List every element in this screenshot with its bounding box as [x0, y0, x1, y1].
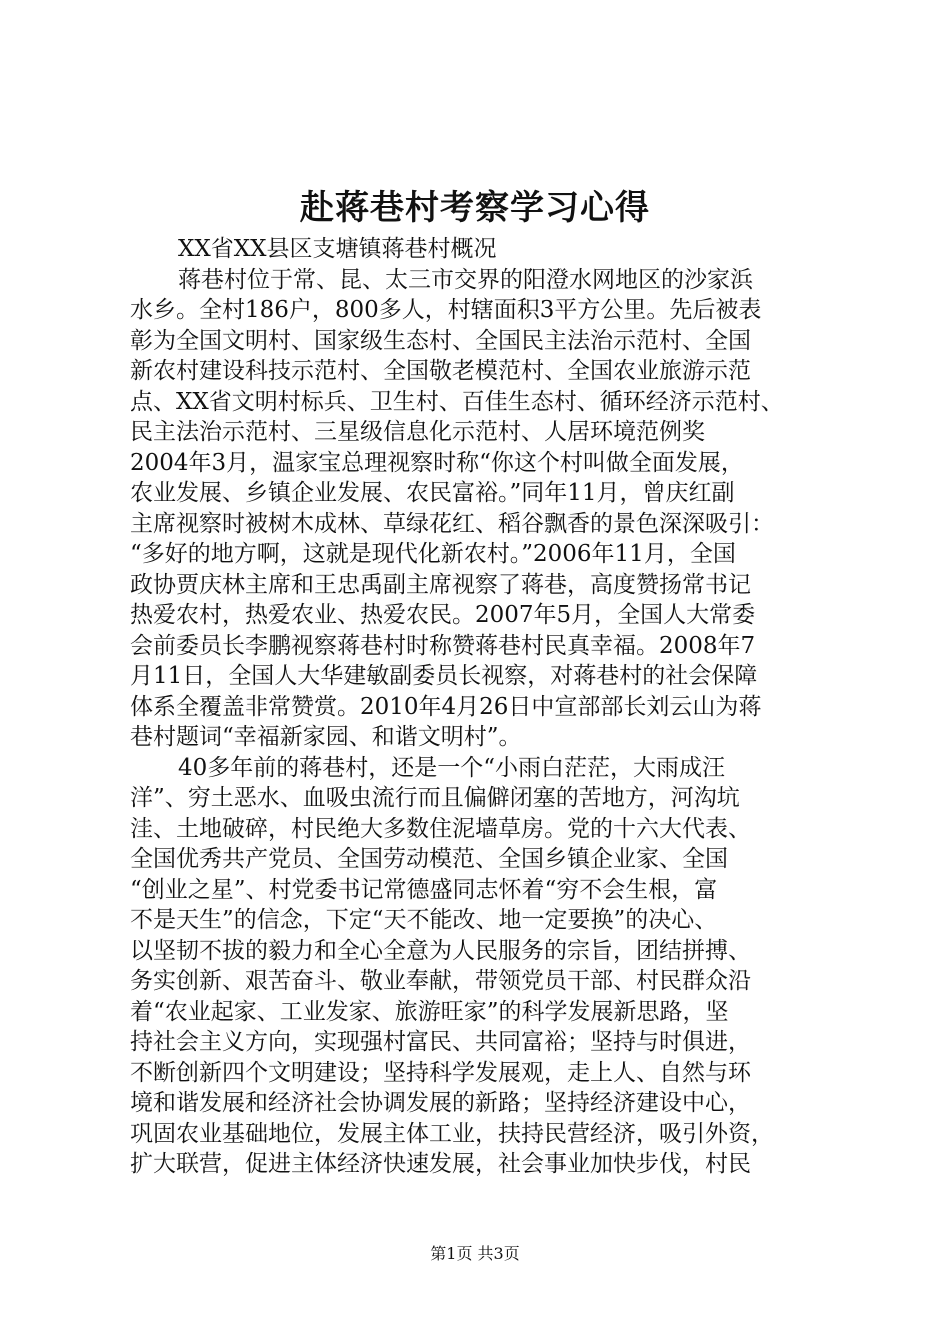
text-line: 不断创新四个文明建设；坚持科学发展观，走上人、自然与环	[130, 1059, 751, 1086]
text-line: 点、XX省文明村标兵、卫生村、百佳生态村、循环经济示范村、	[130, 388, 784, 415]
text-line: 水乡。全村186户，800多人，村辖面积3平方公里。先后被表	[130, 297, 762, 323]
text-line: 彰为全国文明村、国家级生态村、全国民主法治示范村、全国	[130, 327, 751, 354]
text-line: 务实创新、艰苦奋斗、敬业奉献，带领党员干部、村民群众沿	[130, 968, 751, 994]
text-line: 着“农业起家、工业发家、旅游旺家”的科学发展新思路，坚	[130, 998, 729, 1025]
text-line: 40多年前的蒋巷村，还是一个“小雨白茫茫，大雨成汪	[178, 754, 726, 781]
text-line: 巩固农业基础地位，发展主体工业，扶持民营经济，吸引外资，	[130, 1120, 774, 1147]
text-line: 主席视察时被树木成林、草绿花红、稻谷飘香的景色深深吸引：	[130, 510, 774, 537]
text-line: 月11日，全国人大华建敏副委员长视察，对蒋巷村的社会保障	[130, 663, 758, 689]
text-line: 境和谐发展和经济社会协调发展的新路；坚持经济建设中心，	[130, 1090, 751, 1116]
text-line: XX省XX县区支塘镇蒋巷村概况	[178, 236, 497, 262]
text-line: 2004年3月，温家宝总理视察时称“你这个村叫做全面发展，	[130, 449, 744, 476]
text-line: 持社会主义方向，实现强村富民、共同富裕；坚持与时俱进，	[130, 1029, 751, 1055]
text-line: 民主法治示范村、三星级信息化示范村、人居环境范例奖	[130, 419, 705, 445]
text-line: 全国优秀共产党员、全国劳动模范、全国乡镇企业家、全国	[130, 846, 728, 872]
text-line: “创业之星”、村党委书记常德盛同志怀着“穷不会生根，富	[130, 876, 718, 903]
text-line: 洋”、穷土恶水、血吸虫流行而且偏僻闭塞的苦地方，河沟坑	[130, 785, 740, 811]
text-line: 农业发展、乡镇企业发展、农民富裕。”同年11月，曾庆红副	[130, 480, 735, 506]
text-line: 以坚韧不拔的毅力和全心全意为人民服务的宗旨，团结拼搏、	[130, 937, 751, 964]
text-line: 不是天生”的信念，下定“天不能改、地一定要换”的决心、	[130, 907, 718, 933]
page-footer: 第1页 共3页	[430, 1244, 520, 1263]
text-line: 会前委员长李鹏视察蒋巷村时称赞蒋巷村民真幸福。2008年7	[130, 632, 756, 659]
text-line: 新农村建设科技示范村、全国敬老模范村、全国农业旅游示范	[130, 358, 751, 384]
text-line: 热爱农村，热爱农业、热爱农民。2007年5月，全国人大常委	[130, 602, 756, 628]
text-line: “多好的地方啊，这就是现代化新农村。”2006年11月，全国	[130, 541, 736, 567]
text-line: 蒋巷村位于常、昆、太三市交界的阳澄水网地区的沙家浜	[178, 266, 753, 293]
text-line: 扩大联营，促进主体经济快速发展，社会事业加快步伐，村民	[130, 1151, 751, 1177]
document-title: 赴蒋巷村考察学习心得	[300, 188, 650, 228]
text-line: 政协贾庆林主席和王忠禹副主席视察了蒋巷，高度赞扬常书记	[130, 571, 751, 598]
text-line: 体系全覆盖非常赞赏。2010年4月26日中宣部部长刘云山为蒋	[130, 693, 762, 720]
text-line: 洼、土地破碎，村民绝大多数住泥墙草房。党的十六大代表、	[130, 815, 751, 842]
document-body	[130, 234, 830, 1180]
text-line: 巷村题词“幸福新家园、和谐文明村”。	[130, 724, 522, 750]
